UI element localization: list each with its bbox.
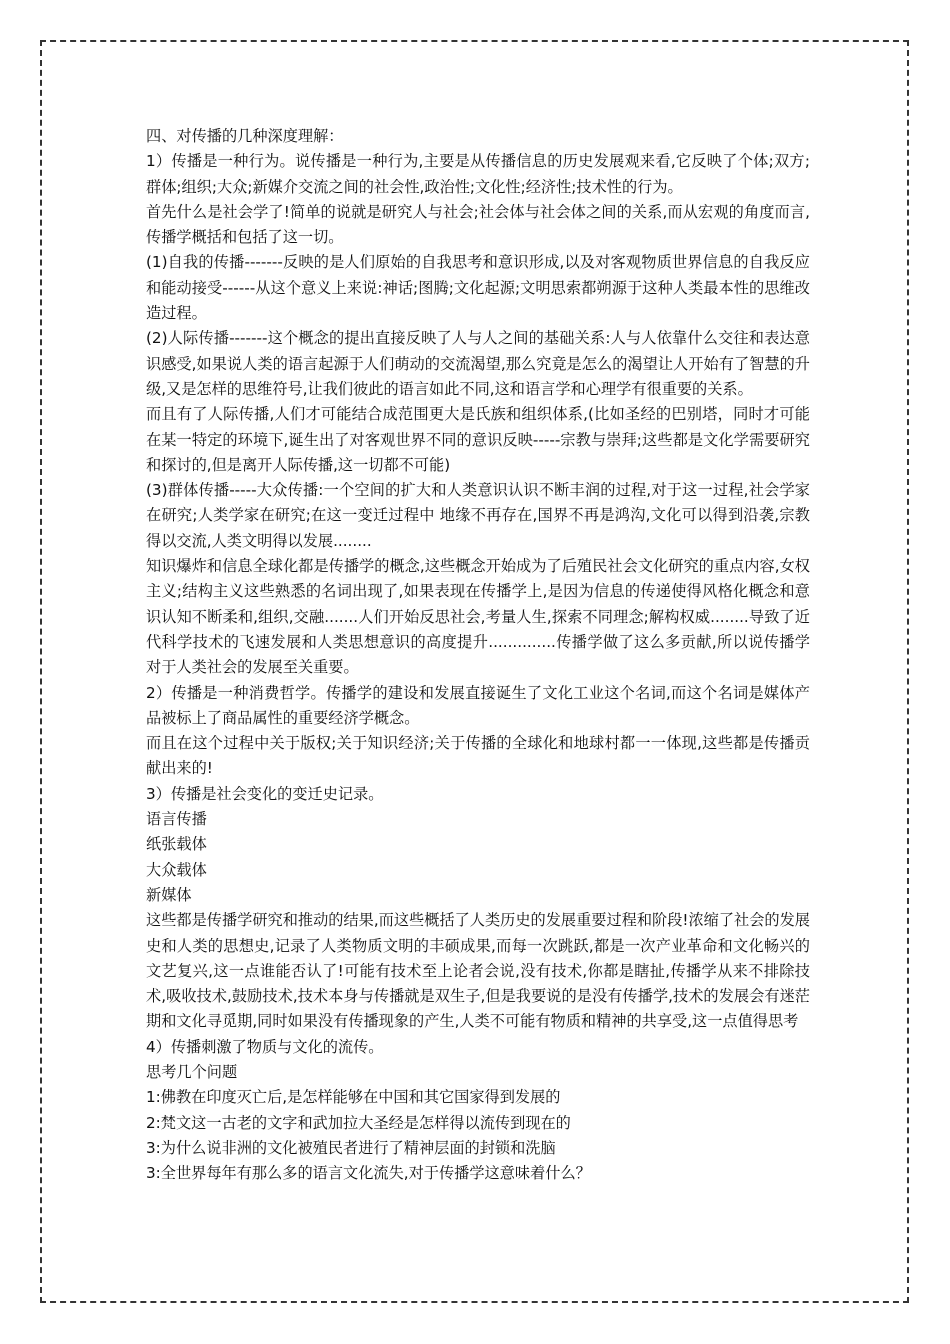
question-item: 3:为什么说非洲的文化被殖民者进行了精神层面的封锁和洗脑 bbox=[146, 1138, 556, 1157]
question-item: 1:佛教在印度灭亡后,是怎样能够在中国和其它国家得到发展的 bbox=[146, 1088, 561, 1107]
paragraph: 2）传播是一种消费哲学。传播学的建设和发展直接诞生了文化工业这个名词,而这个名词是媒体产品被标上了商品属性的重要经济学概念。 bbox=[146, 683, 810, 727]
paragraph: 3）传播是社会变化的变迁史记录。 bbox=[146, 784, 384, 803]
paragraph: 而且有了人际传播,人们才可能结合成范围更大是氏族和组织体系,(比如圣经的巴别塔，同时才可能在某一特定的环境下,诞生出了对客观世界不同的意识反映-----宗教与崇拜;这些都是文化学需要研究和探讨的,但是离开人际传播,这一切都不可能) bbox=[146, 405, 810, 474]
paragraph: (2)人际传播-------这个概念的提出直接反映了人与人之间的基础关系:人与人依靠什么交往和表达意识感受,如果说人类的语言起源于人们萌动的交流渴望,那么究竟是怎么的渴望让人开始有了智慧的升级,又是怎样的思维符号,让我们彼此的语言如此不同,这和语言学和心理学有很重要的关系。 bbox=[146, 329, 810, 398]
document-body bbox=[146, 124, 810, 1186]
list-item: 纸张载体 bbox=[146, 835, 207, 854]
list-item: 语言传播 bbox=[146, 810, 207, 829]
paragraph: 思考几个问题 bbox=[146, 1062, 238, 1081]
list-item: 大众载体 bbox=[146, 860, 207, 879]
question-item: 2:梵文这一古老的文字和武加拉大圣经是怎样得以流传到现在的 bbox=[146, 1113, 571, 1132]
paragraph: 1）传播是一种行为。说传播是一种行为,主要是从传播信息的历史发展观来看,它反映了个体;双方;群体;组织;大众;新媒介交流之间的社会性,政治性;文化性;经济性;技术性的行为。 bbox=[146, 152, 810, 196]
paragraph: 4）传播刺激了物质与文化的流传。 bbox=[146, 1037, 384, 1056]
question-item: 3:全世界每年有那么多的语言文化流失,对于传播学这意味着什么？ bbox=[146, 1164, 591, 1183]
paragraph: (1)自我的传播-------反映的是人们原始的自我思考和意识形成,以及对客观物质世界信息的自我反应和能动接受------从这个意义上来说:神话;图腾;文化起源;文明思索都朔源于这种人类最本性的思维改造过程。 bbox=[146, 253, 810, 323]
paragraph: 而且在这个过程中关于版权;关于知识经济;关于传播的全球化和地球村都一一体现,这些都是传播贡献出来的! bbox=[146, 734, 810, 778]
paragraph: 知识爆炸和信息全球化都是传播学的概念,这些概念开始成为了后殖民社会文化研究的重点内容,女权主义;结构主义这些熟悉的名词出现了,如果表现在传播学上,是因为信息的传递使得风格化概念和意识认知不断柔和,组织,交融.......人们开始反思社会,考量人生,探索不同理念;解构权威........导致了近代科学技术的飞速发展和人类思想意识的高度提升..............传播学做了这么多贡献,所以说传播学对于人类社会的发展至关重要。 bbox=[146, 557, 810, 677]
paragraph: 首先什么是社会学了!简单的说就是研究人与社会;社会体与社会体之间的关系,而从宏观的角度而言,传播学概括和包括了这一切。 bbox=[146, 202, 810, 247]
section-heading: 四、对传播的几种深度理解： bbox=[146, 127, 344, 145]
paragraph: (3)群体传播-----大众传播:一个空间的扩大和人类意识认识不断丰润的过程,对于这一过程,社会学家在研究;人类学家在研究;在这一变迁过程中 地缘不再存在,国界不再是鸿沟,文化可以得到沿袭,宗教得以交流,人类文明得以发展........ bbox=[146, 481, 810, 550]
list-item: 新媒体 bbox=[146, 885, 192, 904]
paragraph: 这些都是传播学研究和推动的结果,而这些概括了人类历史的发展重要过程和阶段!浓缩了社会的发展史和人类的思想史,记录了人类物质文明的丰硕成果,而每一次跳跃,都是一次产业革命和文化畅兴的文艺复兴,这一点谁能否认了!可能有技术至上论者会说,没有技术,你都是瞎扯,传播学从来不排除技术,吸收技术,鼓励技术,技术本身与传播就是双生子,但是我要说的是没有传播学,技术的发展会有迷茫期和文化寻觅期,同时如果没有传播现象的产生,人类不可能有物质和精神的共享受,这一点值得思考 bbox=[146, 911, 810, 1031]
